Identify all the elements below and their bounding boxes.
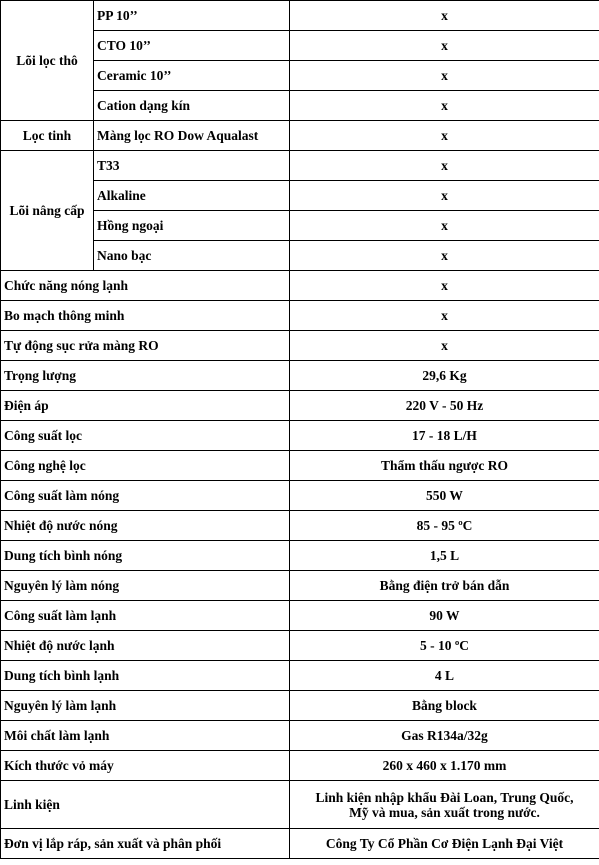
row-label: Dung tích bình lạnh [1, 661, 290, 691]
row-label: Đơn vị lắp ráp, sản xuất và phân phối [1, 829, 290, 859]
row-value: x [290, 1, 599, 31]
table-row [1, 721, 599, 751]
table-row [1, 661, 599, 691]
row-label: Màng lọc RO Dow Aqualast [94, 121, 290, 151]
table-row [1, 829, 599, 859]
row-label: T33 [94, 151, 290, 181]
row-value: Bằng block [290, 691, 599, 721]
row-label: Hồng ngoại [94, 211, 290, 241]
row-label: Nguyên lý làm lạnh [1, 691, 290, 721]
table-row [1, 121, 599, 151]
row-value: x [290, 181, 599, 211]
row-value: x [290, 91, 599, 121]
row-value: x [290, 31, 599, 61]
row-label: PP 10’’ [94, 1, 290, 31]
row-label: Tự động sục rửa màng RO [1, 331, 290, 361]
row-value: 4 L [290, 661, 599, 691]
row-value: Bằng điện trở bán dẫn [290, 571, 599, 601]
row-value: x [290, 211, 599, 241]
row-label: Ceramic 10’’ [94, 61, 290, 91]
row-value: Công Ty Cổ Phần Cơ Điện Lạnh Đại Việt [290, 829, 599, 859]
row-label: Alkaline [94, 181, 290, 211]
row-value-line: Linh kiện nhập khẩu Đài Loan, Trung Quốc, [315, 789, 574, 805]
row-label: Công suất làm lạnh [1, 601, 290, 631]
table-row [1, 571, 599, 601]
row-label: Nano bạc [94, 241, 290, 271]
row-value: 220 V - 50 Hz [290, 391, 599, 421]
row-label: Kích thước vỏ máy [1, 751, 290, 781]
row-label: Công suất làm nóng [1, 481, 290, 511]
row-label: Môi chất làm lạnh [1, 721, 290, 751]
table-row [1, 781, 599, 829]
row-value: 550 W [290, 481, 599, 511]
table-row [1, 301, 599, 331]
row-value: x [290, 331, 599, 361]
row-label: Nguyên lý làm nóng [1, 571, 290, 601]
table-row [1, 421, 599, 451]
table-row [1, 1, 599, 31]
row-value: 1,5 L [290, 541, 599, 571]
row-value: 29,6 Kg [290, 361, 599, 391]
row-value: Gas R134a/32g [290, 721, 599, 751]
table-row [1, 451, 599, 481]
group-label-loc-tho: Lõi lọc thô [1, 1, 94, 121]
row-label: Trọng lượng [1, 361, 290, 391]
row-value: x [290, 301, 599, 331]
table-row [1, 331, 599, 361]
row-label: Công nghệ lọc [1, 451, 290, 481]
group-label-nang-cap: Lõi nâng cấp [1, 151, 94, 271]
table-row [1, 481, 599, 511]
row-label: Công suất lọc [1, 421, 290, 451]
row-value: x [290, 271, 599, 301]
row-label: Nhiệt độ nước lạnh [1, 631, 290, 661]
table-row [1, 361, 599, 391]
table-row [1, 511, 599, 541]
row-label: Nhiệt độ nước nóng [1, 511, 290, 541]
row-label: Chức năng nóng lạnh [1, 271, 290, 301]
table-row [1, 391, 599, 421]
row-value: 260 x 460 x 1.170 mm [290, 751, 599, 781]
row-value: x [290, 241, 599, 271]
row-value-line: Mỹ và mua, sản xuất trong nước. [349, 804, 540, 820]
group-label-loc-tinh: Lọc tinh [1, 121, 94, 151]
row-value: x [290, 151, 599, 181]
table-row [1, 691, 599, 721]
table-row [1, 541, 599, 571]
row-label: Điện áp [1, 391, 290, 421]
row-value: 5 - 10 ºC [290, 631, 599, 661]
row-label: Linh kiện [1, 781, 290, 829]
table-row [1, 151, 599, 181]
row-label: Cation dạng kín [94, 91, 290, 121]
row-value: x [290, 121, 599, 151]
row-value-multiline [290, 781, 599, 829]
table-row [1, 751, 599, 781]
row-value: 17 - 18 L/H [290, 421, 599, 451]
row-value: Thẩm thấu ngược RO [290, 451, 599, 481]
row-label: Dung tích bình nóng [1, 541, 290, 571]
row-label: CTO 10’’ [94, 31, 290, 61]
row-label: Bo mạch thông minh [1, 301, 290, 331]
row-value: x [290, 61, 599, 91]
row-value: 90 W [290, 601, 599, 631]
table-row [1, 601, 599, 631]
table-row [1, 631, 599, 661]
row-value: 85 - 95 ºC [290, 511, 599, 541]
table-row [1, 271, 599, 301]
